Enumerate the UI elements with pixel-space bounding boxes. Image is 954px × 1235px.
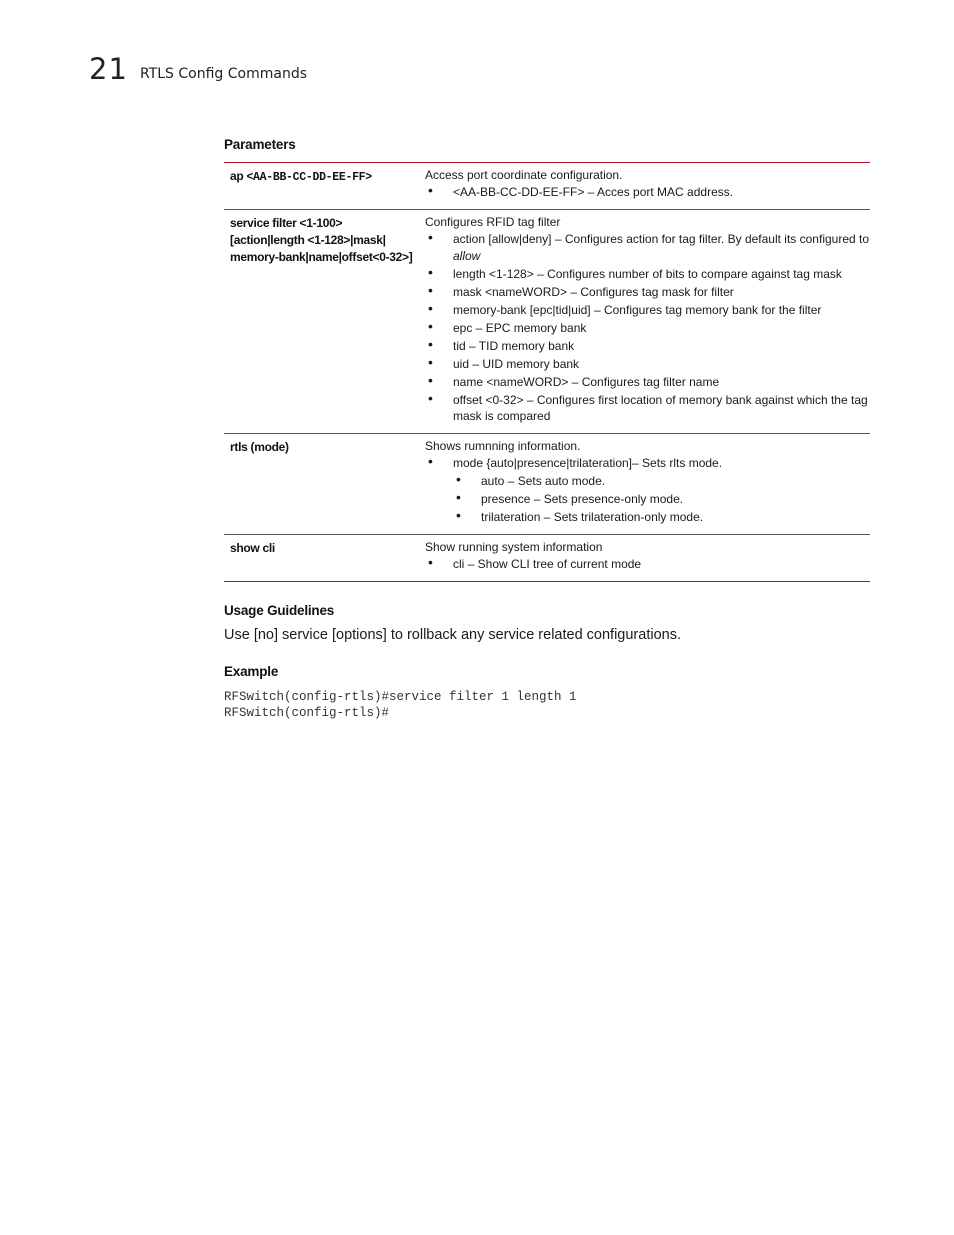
code-line: RFSwitch(config-rtls)#service filter 1 length 1 [224,690,577,704]
list-item: • name <nameWORD> – Configures tag filter name [425,374,870,391]
list-item: • uid – UID memory bank [425,356,870,373]
list-item: • mask <nameWORD> – Configures tag mask for filter [425,284,870,301]
sub-list-item: • auto – Sets auto mode. [425,473,870,490]
param-description: Configures RFID tag filter • action [allow|deny] – Configures action for tag filter. By default its configured to allow • length <1-128> – Configures number of bits to compare against tag mask • mask <nameWORD> – Configures tag mask for filter • memory-bank [epc|tid|uid] – Configures tag memory bank for the filter • epc – EPC memory bank • tid – TID memory bank • uid – UID memory bank • name <nameWORD> – Configures tag filter name • offset <0-32> – Configures first location of memory bank against which the tag mask is compared [425,210,870,433]
table-row [224,434,870,535]
table-row [224,210,870,434]
parameters-table [224,162,870,582]
usage-guidelines-text: Use [no] service [options] to rollback any service related configurations. [224,627,681,643]
list-item: • tid – TID memory bank [425,338,870,355]
parameters-heading: Parameters [224,137,296,152]
param-description: Access port coordinate configuration. • <AA-BB-CC-DD-EE-FF> – Acces port MAC address. [425,163,870,209]
usage-guidelines-heading: Usage Guidelines [224,603,335,618]
table-row [224,535,870,581]
list-item: • offset <0-32> – Configures first location of memory bank against which the tag mask is compared [425,392,870,425]
list-item: • epc – EPC memory bank [425,320,870,337]
list-item: • length <1-128> – Configures number of bits to compare against tag mask [425,266,870,283]
list-item: • <AA-BB-CC-DD-EE-FF> – Acces port MAC address. [425,184,870,201]
sub-list-item: • trilateration – Sets trilateration-only mode. [425,509,870,526]
param-name: show cli [230,541,275,555]
param-name: ap <AA-BB-CC-DD-EE-FF> [230,169,372,184]
param-name: rtls (mode) [230,440,289,454]
table-row [224,163,870,210]
chapter-number: 21 [89,52,128,86]
list-item: • mode {auto|presence|trilateration]– Sets rlts mode. [425,455,870,472]
example-code-block [224,689,577,721]
code-line: RFSwitch(config-rtls)# [224,706,390,720]
param-description: Shows rumnning information. • mode {auto|presence|trilateration]– Sets rlts mode. • auto – Sets auto mode. • presence – Sets presence-only mode. • trilateration – Sets trilateration-only mode. [425,434,870,534]
list-item: • cli – Show CLI tree of current mode [425,556,870,573]
param-description: Show running system information • cli – Show CLI tree of current mode [425,535,870,581]
sub-list-item: • presence – Sets presence-only mode. [425,491,870,508]
example-heading: Example [224,664,279,679]
list-item: • memory-bank [epc|tid|uid] – Configures tag memory bank for the filter [425,302,870,319]
chapter-title: RTLS Config Commands [140,66,308,82]
param-name: service filter <1-100> [action|length <1-128>|mask| memory-bank|name|offset<0-32>] [230,216,413,264]
list-item: • action [allow|deny] – Configures action for tag filter. By default its configured to allow [425,231,870,264]
